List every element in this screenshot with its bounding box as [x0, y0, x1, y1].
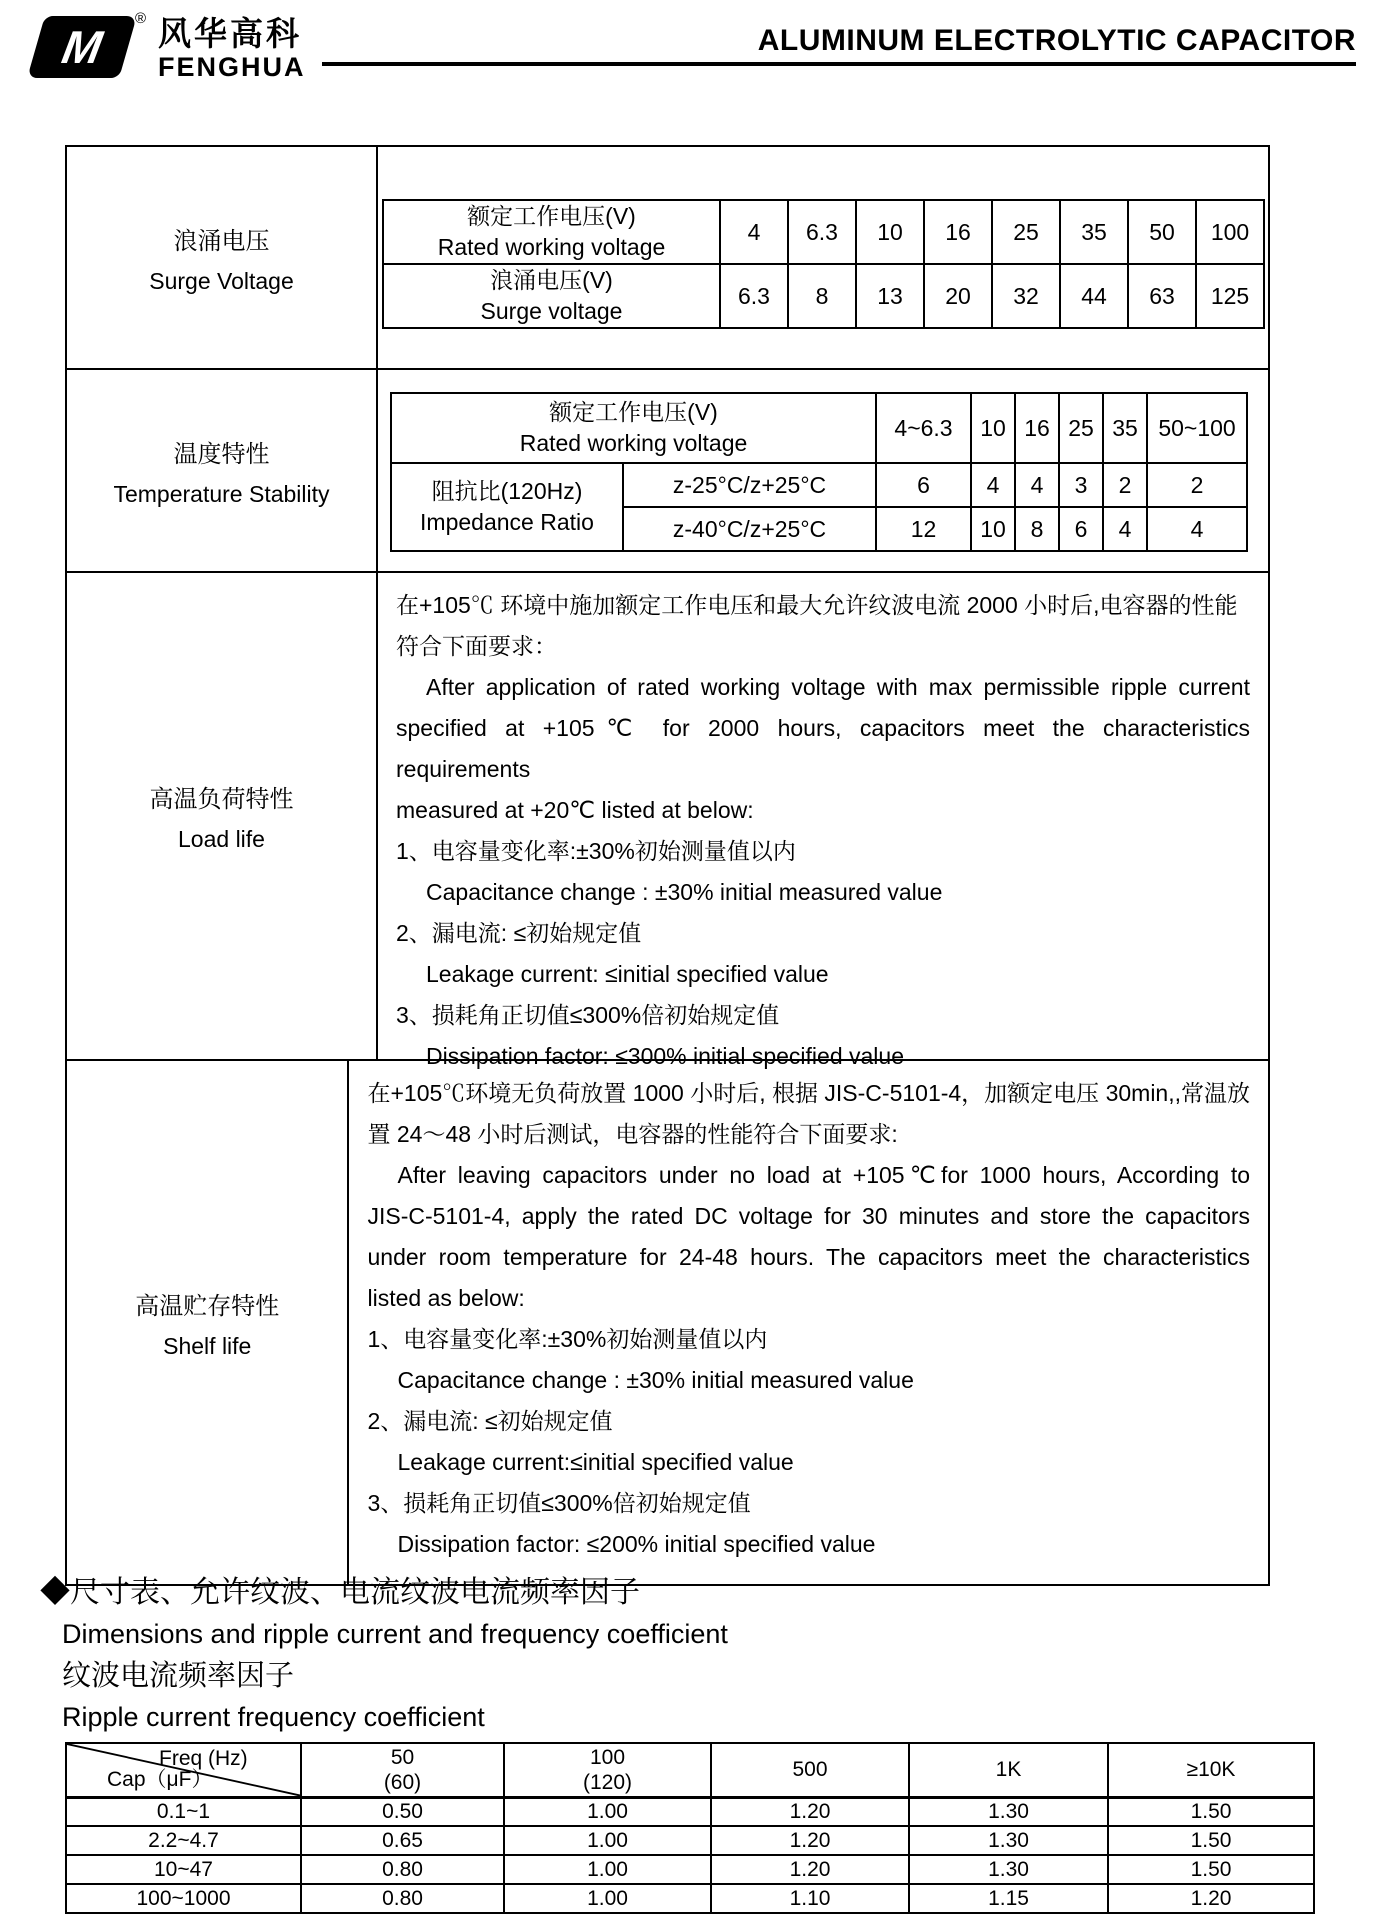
freq-col-line: 50	[390, 1745, 415, 1769]
coefficient-cell: 0.65	[301, 1826, 504, 1855]
freq-col-header	[909, 1743, 1108, 1797]
coefficient-cell: 1.50	[1108, 1855, 1314, 1884]
spec-row-surge-voltage	[67, 147, 1268, 370]
surge-voltage-value: 13	[856, 264, 924, 328]
rated-voltage-value: 100	[1196, 200, 1264, 264]
freq-col-line: (60)	[383, 1770, 422, 1794]
coefficient-cell: 1.30	[909, 1855, 1108, 1884]
shelf-life-text	[349, 1061, 1268, 1565]
temp-voltage-header-cn: 额定工作电压(V)	[549, 399, 718, 425]
surge-voltage-value: 63	[1128, 264, 1196, 328]
z25-value: 6	[876, 463, 971, 507]
coefficient-cell: 1.20	[711, 1826, 909, 1855]
load-life-line: Leakage current: ≤initial specified value	[426, 961, 829, 987]
freq-data-row	[66, 1826, 1314, 1855]
load-life-line: After application of rated working voltage with max permissible ripple current	[426, 674, 1250, 700]
coefficient-cell: 1.00	[504, 1797, 711, 1826]
z25-value: 4	[971, 463, 1015, 507]
z40-value: 8	[1015, 507, 1059, 551]
freq-col-line: 1K	[995, 1758, 1022, 1782]
shelf-life-line: listed as below:	[367, 1285, 525, 1311]
coefficient-cell: 1.30	[909, 1826, 1108, 1855]
freq-header-label: Freq (Hz)	[159, 1747, 248, 1770]
coefficient-cell: 1.50	[1108, 1797, 1314, 1826]
rated-voltage-header-cn: 额定工作电压(V)	[467, 203, 636, 229]
freq-data-row	[66, 1855, 1314, 1884]
row-label-cn: 高温负荷特性	[149, 786, 294, 813]
row-label-cn: 浪涌电压	[173, 227, 270, 255]
impedance-ratio-label	[391, 463, 623, 551]
coefficient-cell: 1.00	[504, 1855, 711, 1884]
logo-shape	[27, 16, 137, 78]
z40-value: 12	[876, 507, 971, 551]
row-content-temperature	[378, 370, 1268, 571]
rated-voltage-header-en: Rated working voltage	[437, 234, 666, 260]
cap-header-label: Cap（μF）	[107, 1767, 213, 1791]
shelf-life-line: JIS-C-5101-4, apply the rated DC voltage for 30 minutes and store the capacitors	[367, 1203, 1250, 1229]
freq-coefficient-table	[65, 1742, 1315, 1914]
rated-voltage-value: 35	[1060, 200, 1128, 264]
cap-range-cell: 100~1000	[66, 1884, 301, 1913]
row-label-shelf-life	[67, 1061, 349, 1584]
row-label-en: Shelf life	[163, 1332, 252, 1359]
freq-col-header	[301, 1743, 504, 1797]
cap-range-cell: 2.2~4.7	[66, 1826, 301, 1855]
temp-voltage-col: 25	[1059, 393, 1103, 463]
spec-table	[65, 145, 1270, 1586]
coefficient-cell: 1.30	[909, 1797, 1108, 1826]
section-subheading-cn: 纹波电流频率因子	[62, 1660, 295, 1692]
row-content-surge	[378, 147, 1268, 368]
spec-row-temperature-stability	[67, 370, 1268, 573]
temp-voltage-header-en: Rated working voltage	[519, 430, 748, 456]
coefficient-cell: 1.15	[909, 1884, 1108, 1913]
z25-value: 3	[1059, 463, 1103, 507]
surge-voltage-header-en: Surge voltage	[480, 298, 623, 324]
z40-value: 4	[1103, 507, 1147, 551]
freq-header-row	[66, 1743, 1314, 1797]
surge-voltage-value: 44	[1060, 264, 1128, 328]
temp-voltage-col: 50~100	[1147, 393, 1247, 463]
freq-col-line: ≥10K	[1186, 1758, 1236, 1782]
brand-name-english: FENGHUA	[158, 52, 306, 82]
load-life-line: 2、漏电流: ≤初始规定值	[396, 920, 642, 946]
freq-col-header	[711, 1743, 909, 1797]
page-header	[0, 0, 1392, 100]
coefficient-cell: 1.20	[711, 1797, 909, 1826]
shelf-life-line: 1、电容量变化率:±30%初始测量值以内	[367, 1326, 768, 1352]
load-life-line: Capacitance change : ±30% initial measured value	[426, 879, 943, 905]
logo-glyph: M	[58, 21, 106, 73]
coefficient-cell: 0.80	[301, 1884, 504, 1913]
load-life-line: specified at +105℃ for 2000 hours, capacitors meet the characteristics requirements	[396, 715, 1250, 782]
load-life-line: Dissipation factor: ≤300% initial specified value	[426, 1043, 904, 1069]
shelf-life-line: under room temperature for 24-48 hours. The capacitors meet the characteristics	[367, 1244, 1250, 1270]
row-label-load-life	[67, 573, 378, 1059]
z25-value: 4	[1015, 463, 1059, 507]
brand-block	[158, 16, 306, 82]
load-life-text	[378, 573, 1268, 1077]
row-content-shelf-life	[349, 1061, 1268, 1584]
cap-range-cell: 0.1~1	[66, 1797, 301, 1826]
load-life-line: measured at +20℃ listed at below:	[396, 797, 754, 823]
load-life-line: 符合下面要求：	[396, 633, 557, 659]
surge-voltage-value: 6.3	[720, 264, 788, 328]
section-heading-block	[40, 1572, 728, 1738]
temp-voltage-header-row	[391, 393, 1247, 463]
surge-voltage-table	[382, 199, 1265, 329]
freq-data-row	[66, 1797, 1314, 1826]
row-label-temperature	[67, 370, 378, 571]
section-heading-en: Dimensions and ripple current and frequency coefficient	[62, 1619, 728, 1649]
row-label-en: Load life	[178, 826, 265, 852]
coefficient-cell: 1.00	[504, 1884, 711, 1913]
surge-voltage-header-cn: 浪涌电压(V)	[490, 267, 613, 293]
coefficient-cell: 1.10	[711, 1884, 909, 1913]
load-life-line: 在+105℃ 环境中施加额定工作电压和最大允许纹波电流 2000 小时后,电容器的性能	[396, 592, 1238, 618]
z40-row-label: z-40°C/z+25°C	[623, 507, 876, 551]
rated-voltage-value: 16	[924, 200, 992, 264]
shelf-life-line: After leaving capacitors under no load at +105℃for 1000 hours, According to	[397, 1162, 1250, 1188]
temp-voltage-col: 4~6.3	[876, 393, 971, 463]
coefficient-cell: 1.00	[504, 1826, 711, 1855]
z40-value: 6	[1059, 507, 1103, 551]
temp-voltage-col: 35	[1103, 393, 1147, 463]
row-content-load-life	[378, 573, 1268, 1069]
row-label-cn: 高温贮存特性	[135, 1292, 280, 1320]
coefficient-cell: 1.20	[1108, 1884, 1314, 1913]
freq-corner-cell	[66, 1743, 301, 1797]
row-label-cn: 温度特性	[173, 440, 270, 468]
rated-voltage-value: 6.3	[788, 200, 856, 264]
coefficient-cell: 1.50	[1108, 1826, 1314, 1855]
rated-voltage-value: 50	[1128, 200, 1196, 264]
fenghua-logo	[36, 10, 146, 80]
z40-value: 4	[1147, 507, 1247, 551]
section-heading-cn: ◆尺寸表、允许纹波、电流纹波电流频率因子	[40, 1576, 640, 1609]
freq-col-line: (120)	[582, 1770, 633, 1794]
row-label-en: Surge Voltage	[149, 267, 294, 294]
surge-voltage-header	[383, 264, 720, 328]
freq-col-header	[1108, 1743, 1314, 1797]
z25-value: 2	[1103, 463, 1147, 507]
brand-name-chinese: 风华高科	[158, 15, 302, 52]
title-underline	[322, 62, 1356, 66]
temp-voltage-col: 16	[1015, 393, 1059, 463]
rated-voltage-header	[383, 200, 720, 264]
surge-voltage-value: 125	[1196, 264, 1264, 328]
shelf-life-line: Dissipation factor: ≤200% initial specified value	[397, 1531, 876, 1557]
coefficient-cell: 0.80	[301, 1855, 504, 1884]
coefficient-cell: 1.20	[711, 1855, 909, 1884]
rated-voltage-value: 10	[856, 200, 924, 264]
surge-voltage-value: 32	[992, 264, 1060, 328]
freq-col-header	[504, 1743, 711, 1797]
temp-voltage-col: 10	[971, 393, 1015, 463]
rated-voltage-row	[383, 200, 1264, 264]
shelf-life-line: 置 24～48 小时后测试，电容器的性能符合下面要求:	[367, 1121, 898, 1147]
shelf-life-line: Capacitance change : ±30% initial measured value	[397, 1367, 914, 1393]
rated-voltage-value: 4	[720, 200, 788, 264]
shelf-life-line: 在+105℃环境无负荷放置 1000 小时后, 根据 JIS-C-5101-4，加额定电压 30min,,常温放	[367, 1080, 1250, 1106]
temp-voltage-header	[391, 393, 876, 463]
z25-row-label: z-25°C/z+25°C	[623, 463, 876, 507]
freq-col-line: 100	[589, 1745, 626, 1769]
rated-voltage-value: 25	[992, 200, 1060, 264]
load-life-line: 3、损耗角正切值≤300%倍初始规定值	[396, 1002, 780, 1028]
freq-data-row	[66, 1884, 1314, 1913]
shelf-life-line: 3、损耗角正切值≤300%倍初始规定值	[367, 1490, 751, 1516]
impedance-ratio-label-en: Impedance Ratio	[420, 509, 594, 535]
z40-value: 10	[971, 507, 1015, 551]
load-life-line: 1、电容量变化率:±30%初始测量值以内	[396, 838, 796, 864]
cap-range-cell: 10~47	[66, 1855, 301, 1884]
shelf-life-line: Leakage current:≤initial specified value	[397, 1449, 794, 1475]
z25-value: 2	[1147, 463, 1247, 507]
surge-voltage-value: 20	[924, 264, 992, 328]
surge-voltage-row	[383, 264, 1264, 328]
surge-voltage-value: 8	[788, 264, 856, 328]
row-label-surge	[67, 147, 378, 368]
coefficient-cell: 0.50	[301, 1797, 504, 1826]
shelf-life-line: 2、漏电流: ≤初始规定值	[367, 1408, 613, 1434]
freq-col-line: 500	[792, 1758, 828, 1782]
spec-row-shelf-life	[67, 1061, 1268, 1584]
section-subheading-en: Ripple current frequency coefficient	[62, 1702, 485, 1732]
page-title: ALUMINUM ELECTROLYTIC CAPACITOR	[757, 24, 1356, 57]
temperature-stability-table	[390, 392, 1248, 552]
spec-row-load-life	[67, 573, 1268, 1069]
registered-trademark-icon: ®	[134, 10, 146, 27]
impedance-z25-row	[391, 463, 1247, 507]
impedance-ratio-label-cn: 阻抗比(120Hz)	[431, 478, 583, 504]
row-label-en: Temperature Stability	[113, 480, 330, 507]
